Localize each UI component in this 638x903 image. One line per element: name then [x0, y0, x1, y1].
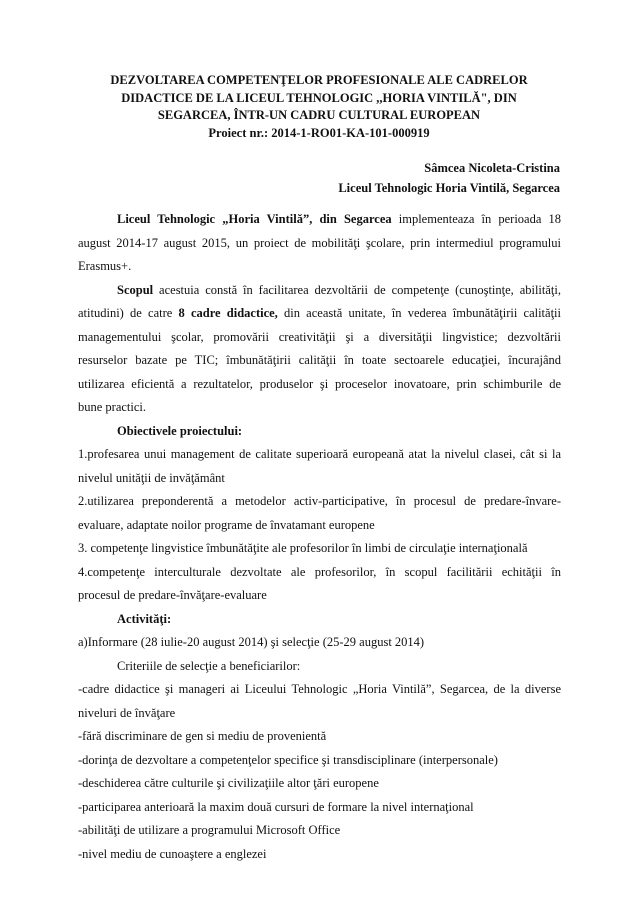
scope-bold: Scopul	[117, 282, 154, 297]
criterion-2: -fără discriminare de gen si mediu de provenientă	[78, 729, 327, 743]
objective-2-line-1: 2.utilizarea preponderentă a metodelor activ-participative, în procesul de predare-învare-	[78, 494, 561, 508]
criterion-6: -abilităţi de utilizare a programului Microsoft Office	[78, 823, 341, 837]
criterion-4: -deschiderea către culturile şi civilizaţiile altor ţări europene	[78, 776, 379, 790]
activity-a: a)Informare (28 iulie-20 august 2014) şi selecţie (25-29 august 2014)	[78, 635, 425, 649]
author-block	[338, 158, 560, 198]
paragraph-1-line-1	[78, 208, 561, 232]
text-span: implementeaza în perioada 18	[398, 212, 561, 226]
document-body	[78, 208, 561, 866]
paragraph-2-line-3: managementului şcolar, promovării creativităţii şi a diversităţii lingvistice; dezvoltării	[78, 329, 561, 344]
project-number: Proiect nr.: 2014-1-RO01-KA-101-000919	[208, 125, 430, 140]
objective-4-line-2: procesul de predare-învăţare-evaluare	[78, 588, 267, 602]
author-school: Liceul Tehnologic Horia Vintilă, Segarcea	[338, 181, 560, 195]
objective-3: 3. competenţe lingvistice îmbunătăţite ale profesorilor în limbi de circulaţie internaţională	[78, 541, 528, 555]
criterion-7: -nivel mediu de cunoaştere a englezei	[78, 846, 267, 861]
objective-2-line-2: evaluare, adaptate noilor programe de învatamant europene	[78, 517, 375, 532]
paragraph-2-line-4: resurselor bazate pe TIC; îmbunătăţirii calităţii în toate sectoarele educaţiei, încurajând	[78, 353, 561, 367]
criterion-1-line-1: -cadre didactice şi manageri ai Liceului Tehnologic „Horia Vintilă”, Segarcea, de la diverse	[78, 682, 561, 696]
paragraph-2-line-2	[78, 302, 561, 326]
school-name-bold: Liceul Tehnologic „Horia Vintilă”, din Segarcea	[117, 212, 392, 226]
text-span: din această unitate, în vederea îmbunătăţirii calităţii	[284, 306, 561, 320]
objective-1-line-2: nivelul unităţii de invăţământ	[78, 470, 225, 485]
activities-heading: Activităţi:	[117, 611, 172, 626]
title-line-2: DIDACTICE DE LA LICEUL TEHNOLOGIC ,,HORIA VINTILĂ", DIN	[121, 90, 517, 105]
text-span: atitudini) de catre	[78, 306, 173, 320]
objectives-heading: Obiectivele proiectului:	[117, 423, 243, 438]
paragraph-2-line-6: bune practici.	[78, 400, 147, 414]
objective-1-line-1: 1.profesarea unui management de calitate superioară europeană atat la nivelul clasei, cât si la	[78, 447, 561, 461]
criterion-3: -dorinţa de dezvoltare a competenţelor specifice şi transdisciplinare (interpersonale)	[78, 752, 498, 767]
text-span: acestuia constă în facilitarea dezvoltării de competenţe (cunoştinţe, abilităţi,	[159, 282, 561, 297]
paragraph-1-line-3: Erasmus+.	[78, 259, 132, 273]
document-title	[80, 72, 558, 142]
paragraph-2-line-1	[78, 279, 561, 303]
title-line-1: DEZVOLTAREA COMPETENŢELOR PROFESIONALE ALE CADRELOR	[110, 73, 528, 87]
title-line-3: SEGARCEA, ÎNTR-UN CADRU CULTURAL EUROPEAN	[157, 108, 481, 122]
author-name: Sâmcea Nicoleta-Cristina	[424, 161, 560, 175]
criteria-heading: Criteriile de selecţie a beneficiarilor:	[117, 658, 301, 673]
paragraph-1-line-2: august 2014-17 august 2015, un proiect de mobilităţi şcolare, prin intermediul programului	[78, 235, 561, 250]
criterion-5: -participarea anterioară la maxim două cursuri de formare la nivel internaţional	[78, 799, 474, 814]
criterion-1-line-2: niveluri de învăţare	[78, 705, 176, 720]
objective-4-line-1: 4.competenţe interculturale dezvoltate ale profesorilor, în scopul facilitării echităţii în	[78, 564, 561, 579]
paragraph-2-line-5: utilizarea eficientă a rezultatelor, produselor şi proceselor inovatoare, prin schimburile de	[78, 376, 561, 391]
teacher-count-bold: 8 cadre didactice,	[178, 306, 278, 320]
